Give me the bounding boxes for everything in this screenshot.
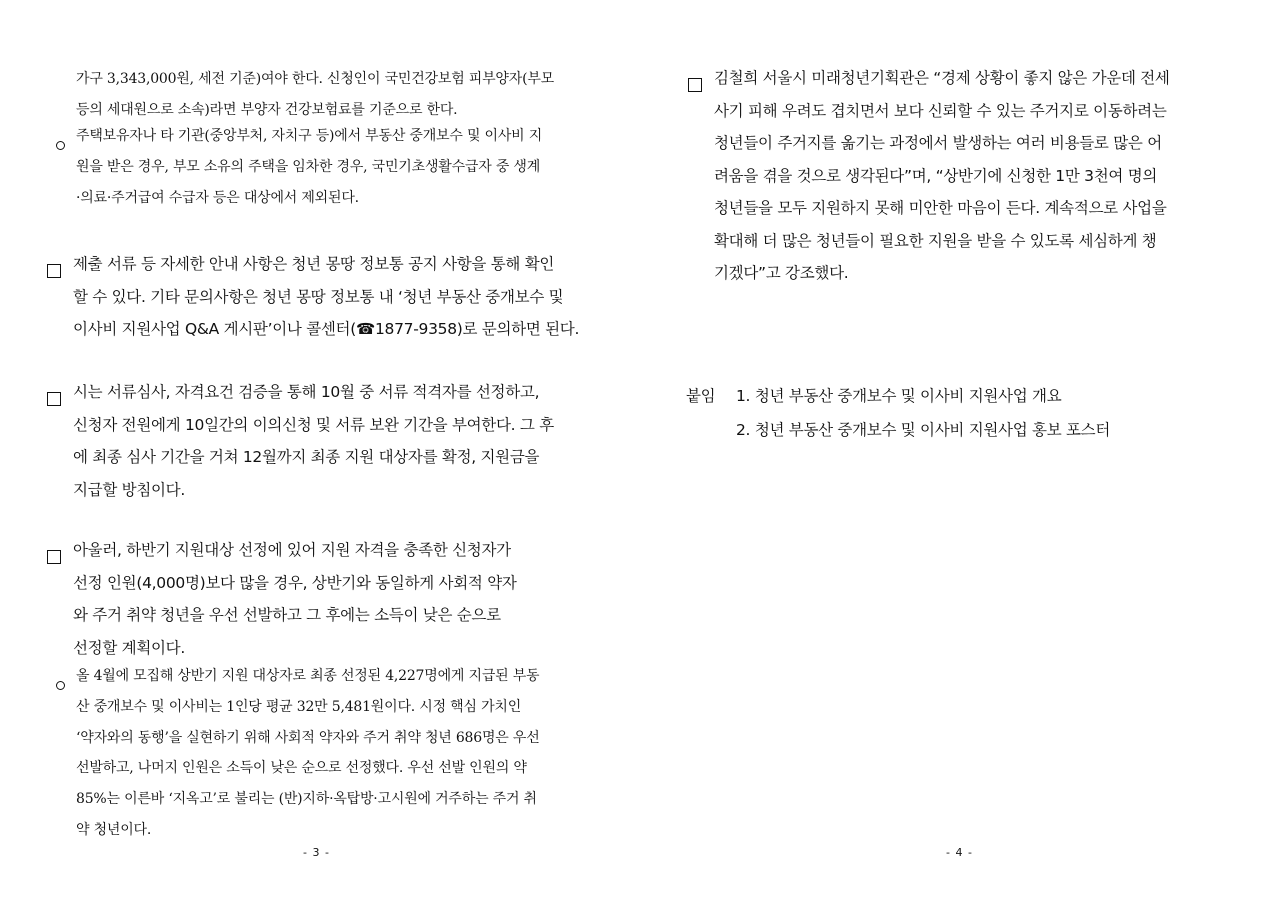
text-line: 아울러, 하반기 지원대상 선정에 있어 지원 자격을 충족한 신청자가 — [73, 541, 511, 559]
paragraph-income-criteria — [76, 64, 554, 126]
text-line: 시는 서류심사, 자격요건 검증을 통해 10월 중 서류 적격자를 선정하고, — [73, 383, 540, 401]
text-line: 신청자 전원에게 10일간의 이의신청 및 서류 보완 기간을 부여한다. 그 후 — [73, 415, 554, 434]
page-number: - 4 - — [946, 846, 973, 859]
paragraph-documents-inquiry — [47, 248, 579, 346]
paragraph-exclusions — [54, 121, 542, 213]
text-line: 와 주거 취약 청년을 우선 선발하고 그 후에는 소득이 낮은 순으로 — [73, 606, 501, 624]
text-line: 85%는 이른바 ‘지옥고’로 불리는 (반)지하·옥탑방·고시원에 거주하는 주거 취 — [76, 791, 537, 808]
text-line: 사기 피해 우려도 겹치면서 보다 신뢰할 수 있는 주거지로 이동하려는 — [714, 101, 1167, 120]
text-line: 기겠다”고 강조했다. — [714, 264, 849, 282]
text-line: 할 수 있다. 기타 문의사항은 청년 몽땅 정보통 내 ‘청년 부동산 중개보수 및 — [73, 287, 564, 306]
text-line: 약 청년이다. — [76, 821, 152, 838]
attachment-item: 1. 청년 부동산 중개보수 및 이사비 지원사업 개요 — [736, 387, 1062, 405]
text-line: 청년들이 주거지를 옮기는 과정에서 발생하는 여러 비용들로 많은 어 — [714, 134, 1162, 152]
text-line: 이사비 지원사업 Q&A 게시판’이나 콜센터(☎1877-9358)로 문의하면 된다. — [73, 320, 580, 338]
text-line: 주택보유자나 타 기관(중앙부처, 자치구 등)에서 부동산 중개보수 및 이사비 지 — [76, 128, 543, 144]
text-line: 원을 받은 경우, 부모 소유의 주택을 임차한 경우, 국민기초생활수급자 중 생계 — [76, 158, 541, 175]
text-line: 김철희 서울시 미래청년기획관은 “경제 상황이 좋지 않은 가운데 전세 — [714, 69, 1170, 87]
page-4 — [640, 0, 1280, 905]
paragraph-official-quote — [688, 62, 1170, 290]
text-line: 선발하고, 나머지 인원은 소득이 낮은 순으로 선정했다. 우선 선발 인원의 약 — [76, 760, 527, 777]
checkbox-bullet-icon — [47, 385, 61, 418]
text-line: 제출 서류 등 자세한 안내 사항은 청년 몽땅 정보통 공지 사항을 통해 확인 — [73, 255, 555, 273]
text-line: 산 중개보수 및 이사비는 1인당 평균 32만 5,481원이다. 시정 핵심 가치인 — [76, 698, 522, 715]
text-line: 려움을 겪을 것으로 생각된다”며, “상반기에 신청한 1만 3천여 명의 — [714, 166, 1158, 185]
paragraph-selection-plan — [47, 534, 517, 664]
checkbox-bullet-icon — [47, 543, 61, 576]
text-line: 에 최종 심사 기간을 거쳐 12월까지 최종 지원 대상자를 확정, 지원금을 — [73, 448, 540, 466]
circle-bullet-icon — [56, 131, 65, 162]
text-line: 지급할 방침이다. — [73, 480, 185, 499]
text-line: 가구 3,343,000원, 세전 기준)여야 한다. 신청인이 국민건강보험 피부양자(부모 — [76, 71, 554, 87]
text-line: 선정 인원(4,000명)보다 많을 경우, 상반기와 동일하게 사회적 약자 — [73, 573, 517, 592]
paragraph-first-half-results — [54, 661, 540, 846]
circle-bullet-icon — [56, 671, 65, 702]
page-number: - 3 - — [303, 846, 330, 859]
text-line: ·의료·주거급여 수급자 등은 대상에서 제외된다. — [76, 189, 359, 206]
text-line: ‘약자와의 동행’을 실현하기 위해 사회적 약자와 주거 취약 청년 686명은 우선 — [76, 729, 540, 746]
text-line: 올 4월에 모집해 상반기 지원 대상자로 최종 선정된 4,227명에게 지급된 부동 — [76, 668, 540, 684]
paragraph-screening-process — [47, 376, 554, 506]
text-line: 선정할 계획이다. — [73, 638, 185, 657]
checkbox-bullet-icon — [688, 71, 702, 104]
checkbox-bullet-icon — [47, 257, 61, 290]
text-line: 확대해 더 많은 청년들이 필요한 지원을 받을 수 있도록 세심하게 챙 — [714, 231, 1157, 250]
attachments-label: 붙임 — [686, 387, 716, 405]
text-line: 등의 세대원으로 소속)라면 부양자 건강보험료를 기준으로 한다. — [76, 101, 458, 118]
text-line: 청년들을 모두 지원하지 못해 미안한 마음이 든다. 계속적으로 사업을 — [714, 199, 1167, 217]
attachment-item: 2. 청년 부동산 중개보수 및 이사비 지원사업 홍보 포스터 — [736, 421, 1111, 439]
